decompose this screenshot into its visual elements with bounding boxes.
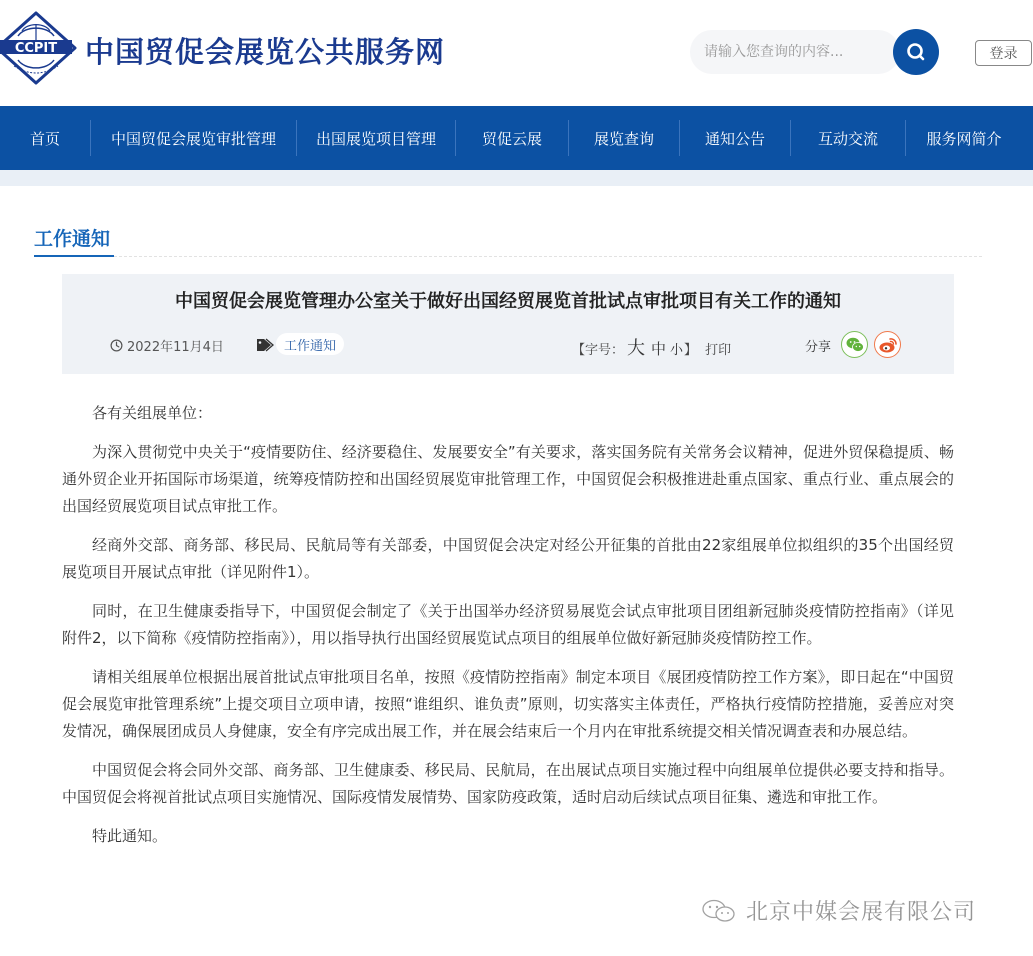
body-paragraph: 同时，在卫生健康委指导下，中国贸促会制定了《关于出国举办经济贸易展览会试点审批项目团组新冠肺炎疫情防控指南》（详见附件2，以下简称《疫情防控指南》），用以指导执行出国经贸展览试点项目的组展单位做好新冠肺炎疫情防控工作。 [62, 602, 954, 647]
share-weibo-button[interactable] [874, 331, 901, 358]
share-wechat-button[interactable] [841, 331, 868, 358]
nav-item-overseas-projects[interactable]: 出国展览项目管理 [315, 129, 436, 148]
closing: 特此通知。 [92, 827, 168, 845]
search-box [690, 30, 900, 74]
salutation: 各有关组展单位： [92, 404, 213, 422]
article-date [110, 336, 224, 355]
body-paragraph: 中国贸促会将会同外交部、商务部、卫生健康委、移民局、民航局，在出展试点项目实施过程中向组展单位提供必要支持和指导。中国贸促会将视首批试点项目实施情况、国际疫情发展情势、国家防疫政策，适时启动后续试点项目征集、遴选和审批工作。 [62, 761, 954, 806]
main-nav [0, 106, 1033, 170]
nav-item-exhibition-approval[interactable]: 中国贸促会展览审批管理 [110, 129, 276, 148]
print-button[interactable]: 打印 [705, 343, 732, 358]
nav-item-cloud-expo[interactable]: 贸促云展 [481, 129, 542, 148]
search-icon [905, 41, 927, 63]
share-label: 分享 [805, 340, 832, 355]
section-title-underline [34, 255, 114, 257]
svg-text:CCPIT: CCPIT [14, 41, 58, 56]
ccpit-logo[interactable] [0, 10, 78, 86]
section-title: 工作通知 [34, 228, 111, 250]
clock-icon [110, 339, 123, 352]
wechat-icon [845, 336, 865, 354]
article-body [62, 400, 954, 862]
font-size-control [572, 334, 731, 360]
body-paragraph: 请相关组展单位根据出展首批试点审批项目名单，按照《疫情防控指南》制定本项目《展团疫情防控工作方案》，即日起在“中国贸促会展览审批管理系统”上提交项目立项申请，按照“谁组织、谁负责”原则，切实落实主体责任，严格执行疫情防控措施，妥善应对突发情况，确保展团成员人身健康，安全有序完成出展工作，并在展会结束后一个月内在审批系统提交相关情况调查表和办展总结。 [62, 668, 954, 740]
search-button[interactable] [893, 29, 939, 75]
watermark [700, 895, 976, 926]
section-divider [34, 256, 982, 257]
article-header [62, 274, 954, 374]
search-input[interactable] [704, 30, 884, 74]
watermark-text: 北京中媒会展有限公司 [746, 900, 977, 925]
weibo-icon [878, 336, 898, 354]
date-text: 2022年11月4日 [127, 340, 224, 355]
font-size-medium-button[interactable]: 中 [651, 340, 667, 358]
font-size-large-button[interactable]: 大 [627, 338, 646, 359]
nav-item-about[interactable]: 服务网简介 [926, 129, 1002, 148]
body-paragraph: 经商外交部、商务部、移民局、民航局等有关部委，中国贸促会决定对经公开征集的首批由22家组展单位拟组织的35个出国经贸展览项目开展试点审批（详见附件1）。 [62, 536, 954, 581]
nav-item-interaction[interactable]: 互动交流 [817, 129, 878, 148]
font-size-prefix: 【字号： [572, 343, 625, 358]
font-size-suffix: 】 [684, 343, 698, 358]
wechat-watermark-icon [700, 898, 740, 924]
font-size-small-button[interactable]: 小 [670, 343, 684, 358]
nav-item-announcements[interactable]: 通知公告 [704, 129, 765, 148]
article-tag[interactable]: 工作通知 [276, 333, 344, 355]
login-button[interactable]: 登录 [975, 40, 1032, 66]
nav-subband [0, 170, 1033, 186]
nav-item-home[interactable]: 首页 [29, 129, 60, 148]
article-title: 中国贸促会展览管理办公室关于做好出国经贸展览首批试点审批项目有关工作的通知 [175, 291, 841, 312]
site-header [0, 0, 1033, 106]
tag-icon [256, 337, 274, 356]
section-heading [34, 224, 110, 251]
body-paragraph: 为深入贯彻党中央关于“疫情要防住、经济要稳住、发展要安全”有关要求，落实国务院有关常务会议精神，促进外贸保稳提质、畅通外贸企业开拓国际市场渠道，统筹疫情防控和出国经贸展览审批管理工作，中国贸促会积极推进赴重点国家、重点行业、重点展会的出国经贸展览项目试点审批工作。 [62, 443, 954, 515]
site-title[interactable]: 中国贸促会展览公共服务网 [85, 35, 446, 69]
nav-item-exhibition-search[interactable]: 展览查询 [593, 129, 654, 148]
